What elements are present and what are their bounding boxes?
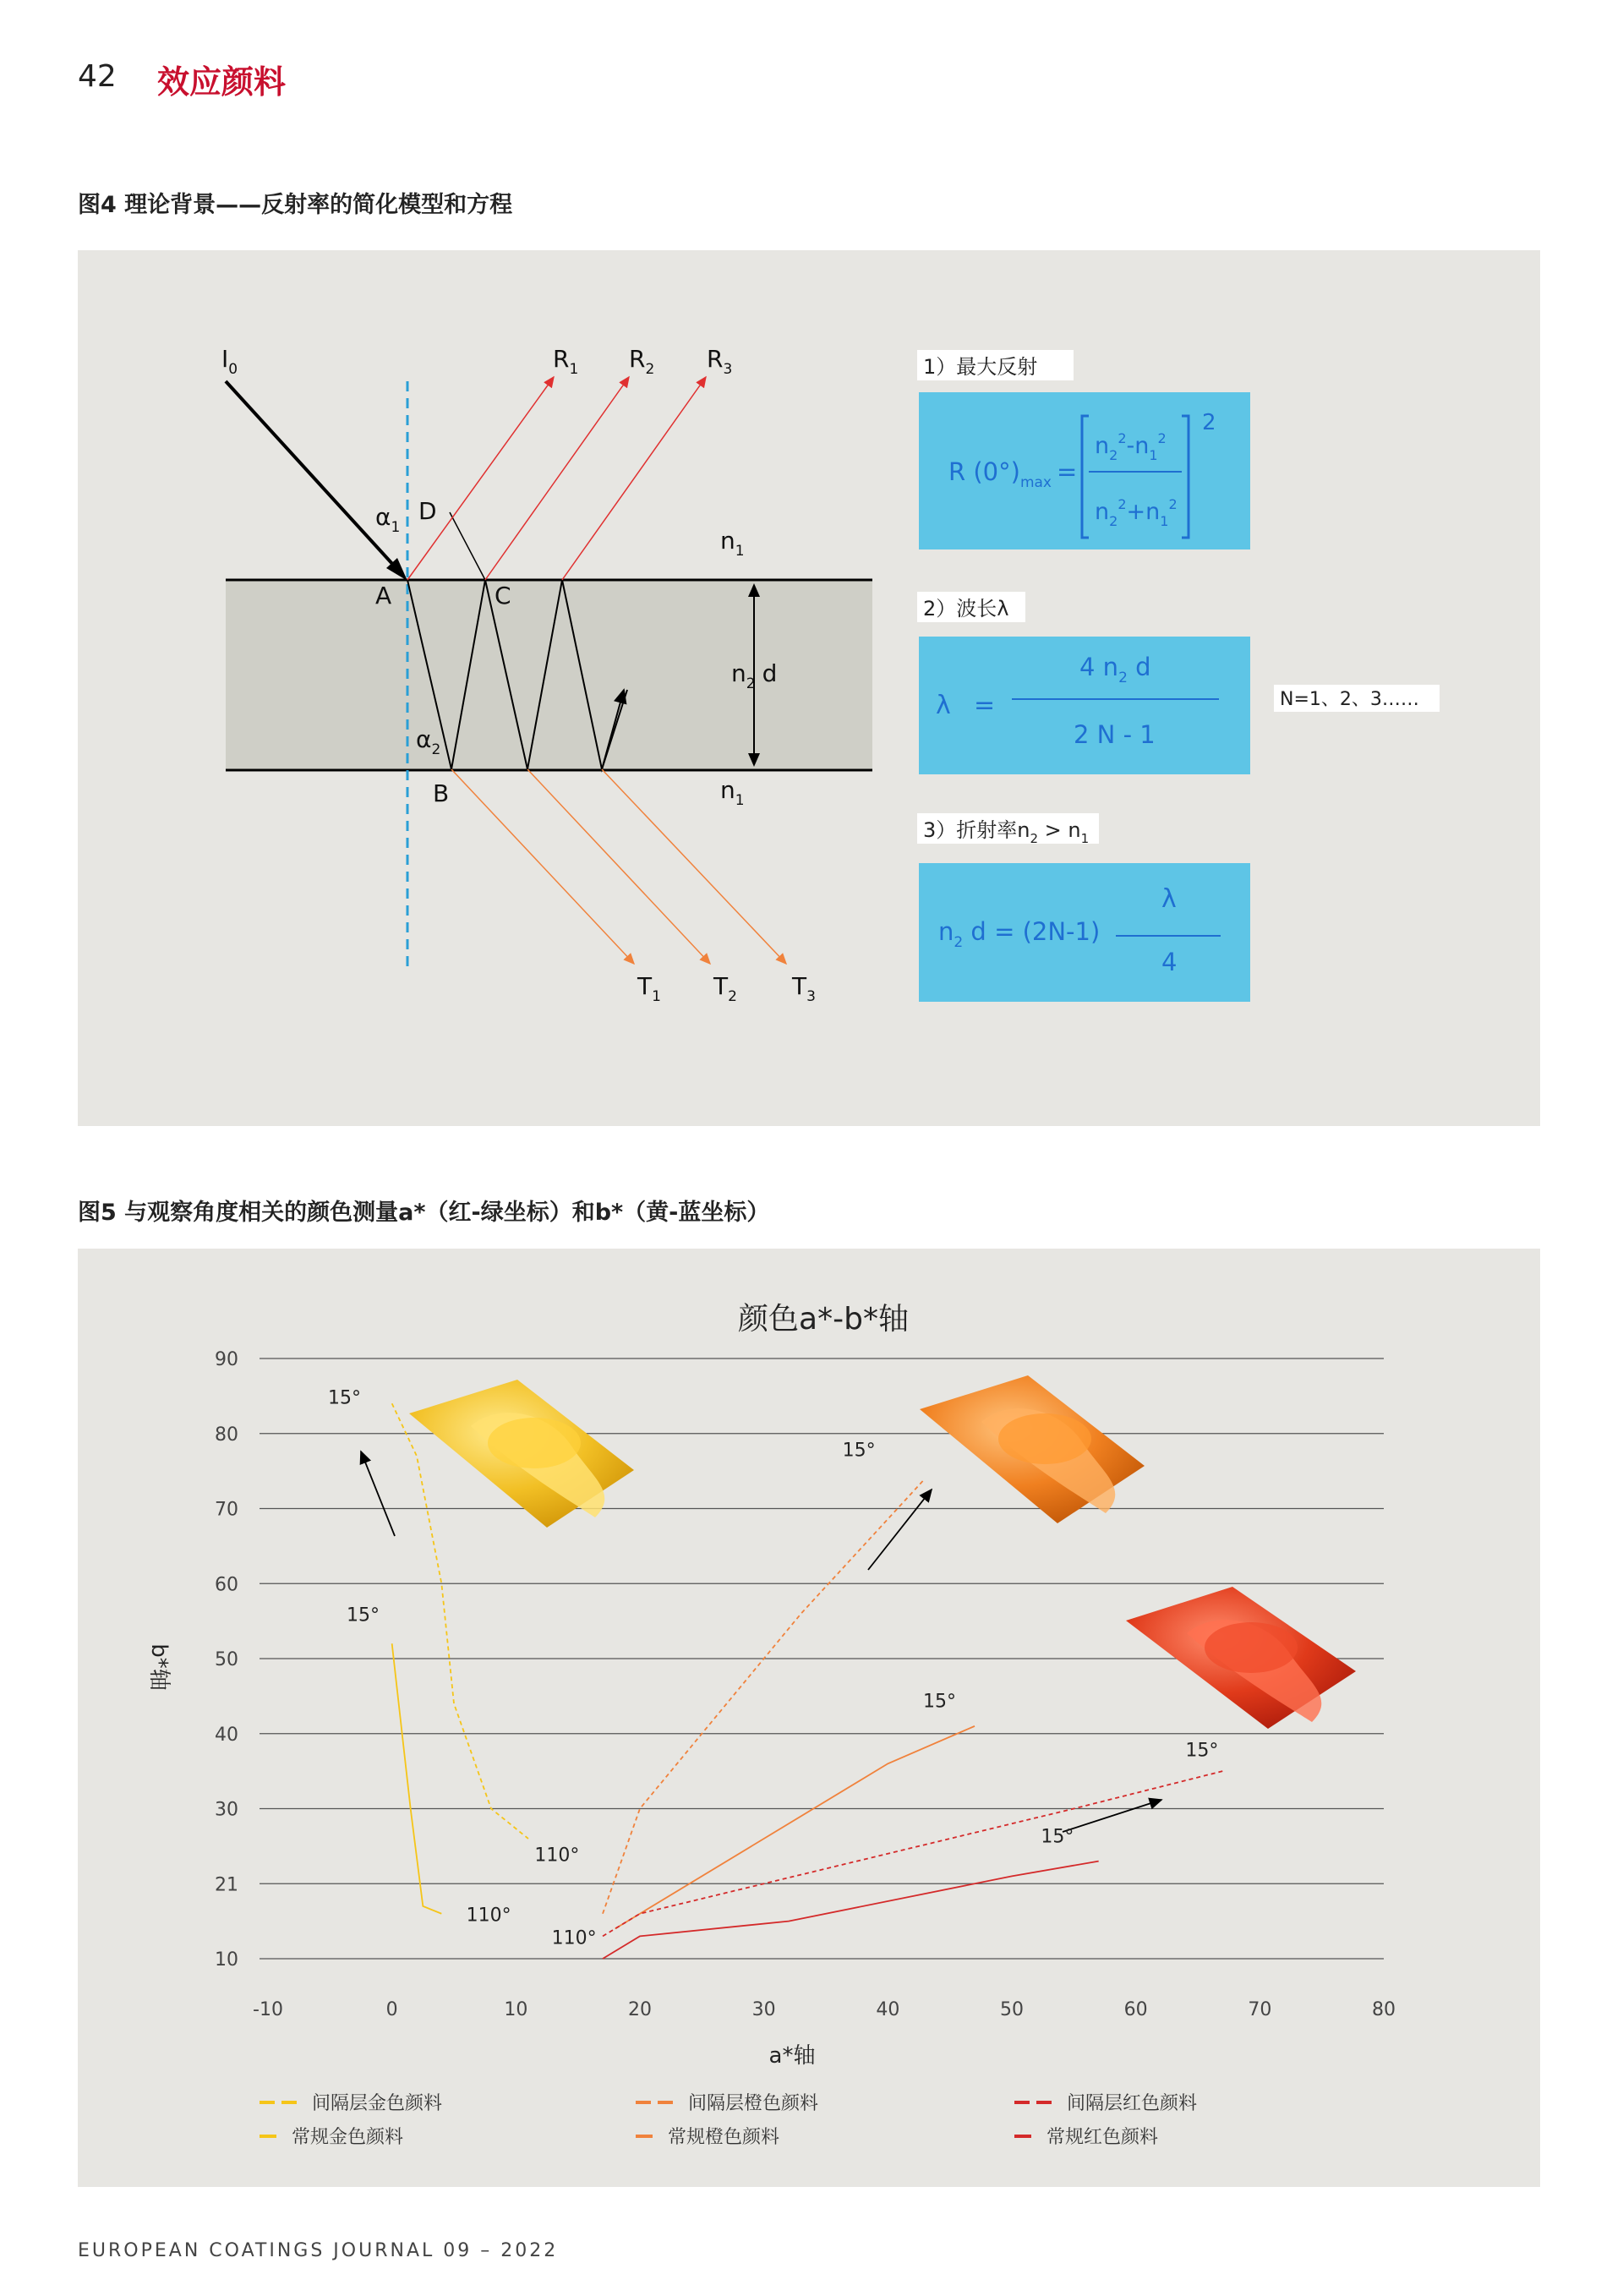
incident-ray [226, 381, 402, 575]
reflection-diagram [78, 250, 1540, 1126]
ab-chart [78, 1249, 1540, 2187]
label-a: A [375, 582, 392, 610]
eq2-equals: = [974, 691, 996, 720]
eq1-label: 1）最大反射 [923, 355, 1038, 379]
label-n1-top: $n_1$ [720, 527, 745, 560]
series-line-1 [392, 1643, 442, 1914]
y-tick-label: 60 [215, 1574, 238, 1596]
series-line-5 [603, 1861, 1099, 1959]
orange-panel-image [920, 1375, 1145, 1523]
arrow-gold [361, 1451, 395, 1536]
legend-label: 常规金色颜料 [292, 2127, 404, 2148]
eq3-numerator: λ [1161, 884, 1177, 914]
x-tick-label: 40 [876, 1999, 900, 2020]
legend-label: 常规红色颜料 [1046, 2127, 1159, 2148]
eq2-note: N=1、2、3…… [1280, 689, 1419, 710]
angle-label: 15° [328, 1387, 361, 1409]
x-axis-label: a*轴 [768, 2043, 816, 2069]
legend-label: 间隔层红色颜料 [1067, 2093, 1198, 2114]
arrow-red [1063, 1800, 1161, 1832]
svg-text:n22-n12: $n_2^2-n_1^2$ [1095, 430, 1167, 463]
eq3-lhs: $n_2$ d = (2N-1) [938, 917, 1101, 951]
y-tick-label: 10 [215, 1949, 238, 1971]
label-r3: $R_3$ [707, 345, 733, 378]
eq1-exponent: 2 [1202, 410, 1216, 435]
arrow-orange [868, 1490, 932, 1570]
y-tick-label: 40 [215, 1724, 238, 1746]
legend-label: 常规橙色颜料 [668, 2127, 780, 2148]
series-line-2 [603, 1479, 925, 1914]
chart-title: 颜色a*-b*轴 [738, 1302, 909, 1337]
label-r1: $R_1$ [553, 345, 579, 378]
angle-label: 15° [1185, 1740, 1219, 1762]
figure4-panel [78, 250, 1540, 1126]
y-tick-label: 70 [215, 1499, 238, 1521]
eq2-lambda: λ [936, 691, 951, 720]
figure4-caption: 图4 理论背景——反射率的简化模型和方程 [78, 192, 513, 218]
eq3-denominator: 4 [1161, 948, 1178, 976]
x-tick-label: 50 [1000, 1999, 1024, 2020]
reflected-ray-2 [485, 377, 629, 580]
label-t2: $T_2$ [713, 972, 737, 1005]
label-d: D [418, 497, 437, 525]
label-b: B [433, 779, 450, 807]
y-tick-label: 30 [215, 1799, 238, 1821]
label-r2: $R_2$ [629, 345, 655, 378]
angle-label: 110° [466, 1905, 511, 1927]
transmitted-ray-1 [451, 769, 634, 964]
legend-label: 间隔层橙色颜料 [688, 2093, 819, 2114]
series-line-3 [615, 1726, 975, 1929]
eq2-numerator: 4 $n_2$ d [1079, 653, 1151, 686]
transmitted-ray-2 [527, 769, 710, 964]
series-line-4 [603, 1771, 1222, 1936]
y-tick-label: 80 [215, 1424, 238, 1446]
label-t1: $T_1$ [637, 972, 661, 1005]
transmitted-ray-3 [602, 769, 786, 964]
eq2-denominator: 2 N - 1 [1074, 720, 1156, 749]
reflected-ray-1 [407, 377, 554, 580]
label-alpha2: $\alpha_2$ [416, 725, 441, 758]
y-axis-label: b*轴 [146, 1643, 172, 1691]
x-tick-label: 60 [1123, 1999, 1148, 2020]
x-tick-label: 0 [385, 1999, 398, 2020]
y-tick-label: 21 [215, 1874, 238, 1896]
label-n1-bottom: $n_1$ [720, 776, 745, 809]
page-number: 42 [78, 59, 117, 94]
x-tick-label: 20 [628, 1999, 652, 2020]
label-n2d: $n_2$ d [731, 659, 778, 692]
red-panel-image [1126, 1587, 1356, 1729]
label-i0: $I_0$ [221, 345, 238, 378]
angle-label: 110° [551, 1927, 597, 1949]
y-tick-label: 50 [215, 1649, 238, 1670]
label-alpha1: $\alpha_1$ [375, 503, 401, 536]
reflected-ray-3 [562, 377, 706, 580]
svg-text:n22+n12: $n_2^2+n_1^2$ [1095, 496, 1178, 529]
eq1-lhs: R $(0^\circ)_{max}$ = [948, 457, 1078, 491]
x-tick-label: 30 [751, 1999, 776, 2020]
figure5-panel [78, 1249, 1540, 2187]
journal-footer: EUROPEAN COATINGS JOURNAL 09 – 2022 [78, 2240, 559, 2261]
eq2-label: 2）波长λ [923, 597, 1009, 620]
y-tick-label: 90 [215, 1349, 238, 1370]
label-t3: $T_3$ [792, 972, 816, 1005]
x-tick-label: 70 [1248, 1999, 1272, 2020]
angle-label: 15° [923, 1691, 956, 1713]
segment-dc [450, 512, 485, 580]
angle-label: 15° [347, 1604, 380, 1626]
angle-label: 110° [534, 1845, 580, 1867]
eq3-label: 3）折射率$n_2 > n_1$ [923, 818, 1090, 846]
angle-label: 15° [1041, 1826, 1074, 1848]
section-title: 效应颜料 [157, 63, 287, 101]
angle-label: 15° [842, 1440, 876, 1462]
x-tick-label: 80 [1372, 1999, 1396, 2020]
figure5-caption: 图5 与观察角度相关的颜色测量a*（红-绿坐标）和b*（黄-蓝坐标） [78, 1200, 770, 1226]
x-tick-label: -10 [253, 1999, 283, 2020]
legend-label: 间隔层金色颜料 [312, 2093, 443, 2114]
gold-panel-image [409, 1380, 634, 1528]
x-tick-label: 10 [504, 1999, 528, 2020]
label-c: C [495, 582, 511, 610]
